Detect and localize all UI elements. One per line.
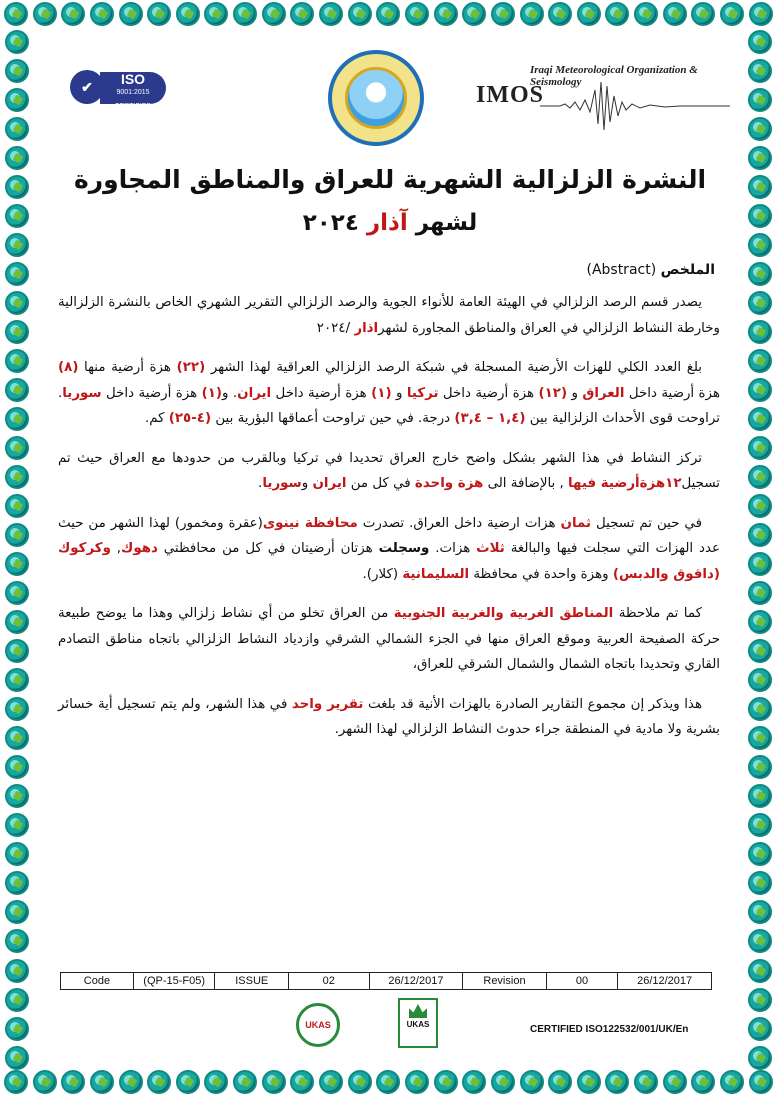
table-cell: (QP-15-F05) bbox=[133, 973, 215, 990]
header bbox=[60, 50, 720, 145]
border-ornament-icon bbox=[5, 929, 29, 953]
iso-certified: CERTIFIED bbox=[114, 103, 152, 110]
crown-icon bbox=[409, 1004, 427, 1018]
border-ornament-icon bbox=[434, 2, 458, 26]
border-ornament-icon bbox=[5, 813, 29, 837]
border-ornament-icon bbox=[405, 1070, 429, 1094]
border-ornament-icon bbox=[5, 871, 29, 895]
border-ornament-icon bbox=[434, 1070, 458, 1094]
month-name: آذار bbox=[366, 210, 408, 236]
abstract-heading: الملخص (Abstract) bbox=[586, 262, 715, 278]
border-ornament-icon bbox=[176, 1070, 200, 1094]
border-ornament-icon bbox=[5, 465, 29, 489]
border-ornament-icon bbox=[147, 1070, 171, 1094]
border-ornament-icon bbox=[5, 959, 29, 983]
border-ornament-icon bbox=[90, 1070, 114, 1094]
border-ornament-icon bbox=[5, 262, 29, 286]
border-ornament-icon bbox=[5, 30, 29, 54]
border-ornament-icon bbox=[748, 1046, 772, 1070]
border-ornament-icon bbox=[5, 668, 29, 692]
certification-number: CERTIFIED ISO122532/001/UK/En bbox=[530, 1024, 689, 1035]
document-control-table bbox=[60, 972, 712, 990]
border-ornament-icon bbox=[5, 697, 29, 721]
page-title: النشرة الزلزالية الشهرية للعراق والمناطق المجاورة bbox=[73, 165, 707, 194]
border-ornament-icon bbox=[748, 175, 772, 199]
border-ornament-icon bbox=[61, 1070, 85, 1094]
border-ornament-icon bbox=[691, 1070, 715, 1094]
border-ornament-icon bbox=[748, 755, 772, 779]
border-ornament-icon bbox=[290, 2, 314, 26]
border-ornament-icon bbox=[5, 494, 29, 518]
border-ornament-icon bbox=[748, 30, 772, 54]
border-ornament-icon bbox=[748, 1017, 772, 1041]
border-ornament-icon bbox=[319, 2, 343, 26]
border-ornament-icon bbox=[462, 2, 486, 26]
border-ornament-icon bbox=[748, 697, 772, 721]
border-ornament-icon bbox=[748, 610, 772, 634]
border-ornament-icon bbox=[748, 146, 772, 170]
table-cell: Revision bbox=[463, 973, 546, 990]
border-ornament-icon bbox=[748, 581, 772, 605]
org-acronym: IMOS bbox=[476, 82, 545, 108]
border-ornament-icon bbox=[204, 2, 228, 26]
border-ornament-icon bbox=[348, 2, 372, 26]
border-ornament-icon bbox=[262, 1070, 286, 1094]
border-ornament-icon bbox=[4, 1070, 28, 1094]
ukas-seal-logo: UKAS bbox=[296, 1003, 340, 1047]
border-ornament-icon bbox=[748, 117, 772, 141]
paragraph-counts: بلغ العدد الكلي للهزات الأرضية المسجلة في شبكة الرصد الزلزالي العراقية لهذا الشهر (٢٢) هزة أرضية منها (٨) هزة أرضية داخل العراق و (١٢) هزة أرضية داخل تركيا و (١) هزة أرضية داخل ايران. و(١) هزة أرضية داخل سوريا. تراوحت قوى الأحداث الزلزالية بين (١,٤ – ٣,٤) درجة. في حين تراوحت أعماقها البؤرية بين (٤-٢٥) كم. bbox=[58, 360, 721, 426]
border-ornament-icon bbox=[5, 1017, 29, 1041]
border-ornament-icon bbox=[748, 871, 772, 895]
border-ornament-icon bbox=[5, 581, 29, 605]
border-ornament-icon bbox=[5, 988, 29, 1012]
border-ornament-icon bbox=[5, 349, 29, 373]
border-ornament-icon bbox=[748, 291, 772, 315]
border-ornament-icon bbox=[748, 988, 772, 1012]
border-ornament-icon bbox=[5, 320, 29, 344]
border-ornament-icon bbox=[634, 2, 658, 26]
border-ornament-icon bbox=[376, 1070, 400, 1094]
border-ornament-icon bbox=[548, 1070, 572, 1094]
border-ornament-icon bbox=[748, 349, 772, 373]
table-row bbox=[61, 973, 712, 990]
border-ornament-icon bbox=[663, 2, 687, 26]
border-ornament-icon bbox=[748, 959, 772, 983]
bulletin-body bbox=[58, 290, 720, 757]
border-ornament-icon bbox=[748, 320, 772, 344]
border-ornament-icon bbox=[5, 436, 29, 460]
border-ornament-icon bbox=[748, 523, 772, 547]
border-ornament-icon bbox=[748, 842, 772, 866]
border-ornament-icon bbox=[748, 233, 772, 257]
border-ornament-icon bbox=[90, 2, 114, 26]
border-ornament-icon bbox=[748, 639, 772, 663]
border-ornament-icon bbox=[405, 2, 429, 26]
border-ornament-icon bbox=[663, 1070, 687, 1094]
border-ornament-icon bbox=[748, 929, 772, 953]
table-cell: 26/12/2017 bbox=[618, 973, 712, 990]
border-ornament-icon bbox=[319, 1070, 343, 1094]
border-ornament-icon bbox=[119, 2, 143, 26]
border-ornament-icon bbox=[748, 88, 772, 112]
border-ornament-icon bbox=[520, 2, 544, 26]
iso-standard: 9001:2015 bbox=[116, 89, 150, 96]
border-ornament-icon bbox=[748, 378, 772, 402]
border-ornament-icon bbox=[5, 900, 29, 924]
border-ornament-icon bbox=[748, 407, 772, 431]
border-ornament-icon bbox=[748, 668, 772, 692]
table-cell: 00 bbox=[546, 973, 618, 990]
border-ornament-icon bbox=[5, 639, 29, 663]
organization-seal bbox=[328, 50, 424, 146]
org-name-en: Iraqi Meteorological Organization & Seismology bbox=[530, 64, 698, 88]
border-ornament-icon bbox=[491, 2, 515, 26]
border-top bbox=[0, 2, 777, 32]
border-ornament-icon bbox=[749, 2, 773, 26]
border-ornament-icon bbox=[61, 2, 85, 26]
border-ornament-icon bbox=[33, 2, 57, 26]
border-ornament-icon bbox=[376, 2, 400, 26]
border-ornament-icon bbox=[748, 59, 772, 83]
border-ornament-icon bbox=[5, 842, 29, 866]
border-ornament-icon bbox=[5, 204, 29, 228]
border-ornament-icon bbox=[290, 1070, 314, 1094]
border-ornament-icon bbox=[5, 233, 29, 257]
iso-badge-text: ISO bbox=[120, 71, 146, 87]
table-cell: ISSUE bbox=[215, 973, 289, 990]
border-ornament-icon bbox=[577, 1070, 601, 1094]
border-ornament-icon bbox=[748, 436, 772, 460]
border-ornament-icon bbox=[5, 378, 29, 402]
border-bottom bbox=[0, 1070, 777, 1100]
border-ornament-icon bbox=[5, 1046, 29, 1070]
border-ornament-icon bbox=[748, 262, 772, 286]
border-ornament-icon bbox=[262, 2, 286, 26]
border-ornament-icon bbox=[748, 900, 772, 924]
border-ornament-icon bbox=[491, 1070, 515, 1094]
border-ornament-icon bbox=[462, 1070, 486, 1094]
border-ornament-icon bbox=[5, 117, 29, 141]
border-ornament-icon bbox=[5, 146, 29, 170]
paragraph-iraq: في حين تم تسجيل ثمان هزات ارضية داخل العراق. تصدرت محافظة نينوى(عقرة ومخمور) لهذا الشهر من حيث عدد الهزات التي سجلت فيها والبالغة ثلاث هزات. وسجلت هزتان أرضيتان في كل من محافظتي دهوك, وكركوك (داقوق والدبس) وهزة واحدة في محافظة السليمانية (كلار). bbox=[58, 515, 720, 582]
border-ornament-icon bbox=[548, 2, 572, 26]
border-ornament-icon bbox=[605, 1070, 629, 1094]
border-ornament-icon bbox=[5, 88, 29, 112]
border-ornament-icon bbox=[5, 784, 29, 808]
border-ornament-icon bbox=[605, 2, 629, 26]
border-ornament-icon bbox=[5, 407, 29, 431]
border-ornament-icon bbox=[5, 610, 29, 634]
table-cell: 02 bbox=[288, 973, 369, 990]
border-ornament-icon bbox=[33, 1070, 57, 1094]
border-ornament-icon bbox=[748, 726, 772, 750]
border-ornament-icon bbox=[720, 1070, 744, 1094]
table-cell: 26/12/2017 bbox=[369, 973, 463, 990]
border-ornament-icon bbox=[5, 59, 29, 83]
border-ornament-icon bbox=[748, 552, 772, 576]
border-ornament-icon bbox=[748, 204, 772, 228]
paragraph-reports: هذا ويذكر إن مجموع التقارير الصادرة بالهزات الأنية قد بلغت تقرير واحد في هذا الشهر، ولم يتم تسجيل أية خسائر بشرية ولا مادية في المنطقة جراء حدوث النشاط الزلزالي لهذا الشهر. bbox=[58, 696, 720, 737]
border-ornament-icon bbox=[233, 1070, 257, 1094]
border-ornament-icon bbox=[5, 552, 29, 576]
border-ornament-icon bbox=[4, 2, 28, 26]
border-ornament-icon bbox=[5, 175, 29, 199]
border-ornament-icon bbox=[176, 2, 200, 26]
ukas-crown-logo: UKAS bbox=[398, 998, 438, 1048]
border-ornament-icon bbox=[748, 494, 772, 518]
border-ornament-icon bbox=[520, 1070, 544, 1094]
iso-logo bbox=[70, 70, 166, 110]
border-ornament-icon bbox=[5, 523, 29, 547]
border-ornament-icon bbox=[5, 755, 29, 779]
border-right bbox=[745, 30, 775, 1070]
border-left bbox=[2, 30, 32, 1070]
paragraph-focus: تركز النشاط في هذا الشهر بشكل واضح خارج العراق تحديدا في تركيا وبالقرب من حدودها مع العراق حيث تم تسجيل١٢هزةأرضية فيها , بالإضافة الى هزة واحدة في كل من ايران وسوريا. bbox=[58, 450, 720, 491]
border-ornament-icon bbox=[5, 726, 29, 750]
checkmark-icon: ✔ bbox=[70, 70, 104, 104]
border-ornament-icon bbox=[233, 2, 257, 26]
border-ornament-icon bbox=[720, 2, 744, 26]
border-ornament-icon bbox=[749, 1070, 773, 1094]
border-ornament-icon bbox=[748, 813, 772, 837]
border-ornament-icon bbox=[348, 1070, 372, 1094]
border-ornament-icon bbox=[634, 1070, 658, 1094]
paragraph-regions: كما تم ملاحظة المناطق الغربية والغربية الجنوبية من العراق تخلو من أي نشاط زلزالي وهذا ما يوضح طبيعة حركة الصفيحة العربية وموقع العراق منها في الجزء الشمالي الشرقي وازدياد النشاط الزلزالي باتجاه مناطق التصادم القاري وتحديدا باتجاه الشمال والشمال الشرقي للعراق، bbox=[58, 606, 720, 672]
border-ornament-icon bbox=[147, 2, 171, 26]
border-ornament-icon bbox=[691, 2, 715, 26]
table-cell: Code bbox=[61, 973, 134, 990]
border-ornament-icon bbox=[204, 1070, 228, 1094]
border-ornament-icon bbox=[748, 465, 772, 489]
paragraph-intro: يصدر قسم الرصد الزلزالي في الهيئة العامة للأنواء الجوية والرصد الزلزالي التقرير الشهري الخاص بالنشرة الزلزالية وخارطة النشاط الزلزالي في العراق والمناطق المجاورة لشهراذار /٢٠٢٤ bbox=[58, 295, 720, 336]
border-ornament-icon bbox=[119, 1070, 143, 1094]
page-subtitle: لشهر آذار ٢٠٢٤ bbox=[302, 210, 478, 236]
border-ornament-icon bbox=[5, 291, 29, 315]
border-ornament-icon bbox=[577, 2, 601, 26]
weather-icon bbox=[345, 67, 407, 129]
seismogram-icon bbox=[540, 78, 730, 134]
imos-logo bbox=[470, 50, 730, 140]
border-ornament-icon bbox=[748, 784, 772, 808]
